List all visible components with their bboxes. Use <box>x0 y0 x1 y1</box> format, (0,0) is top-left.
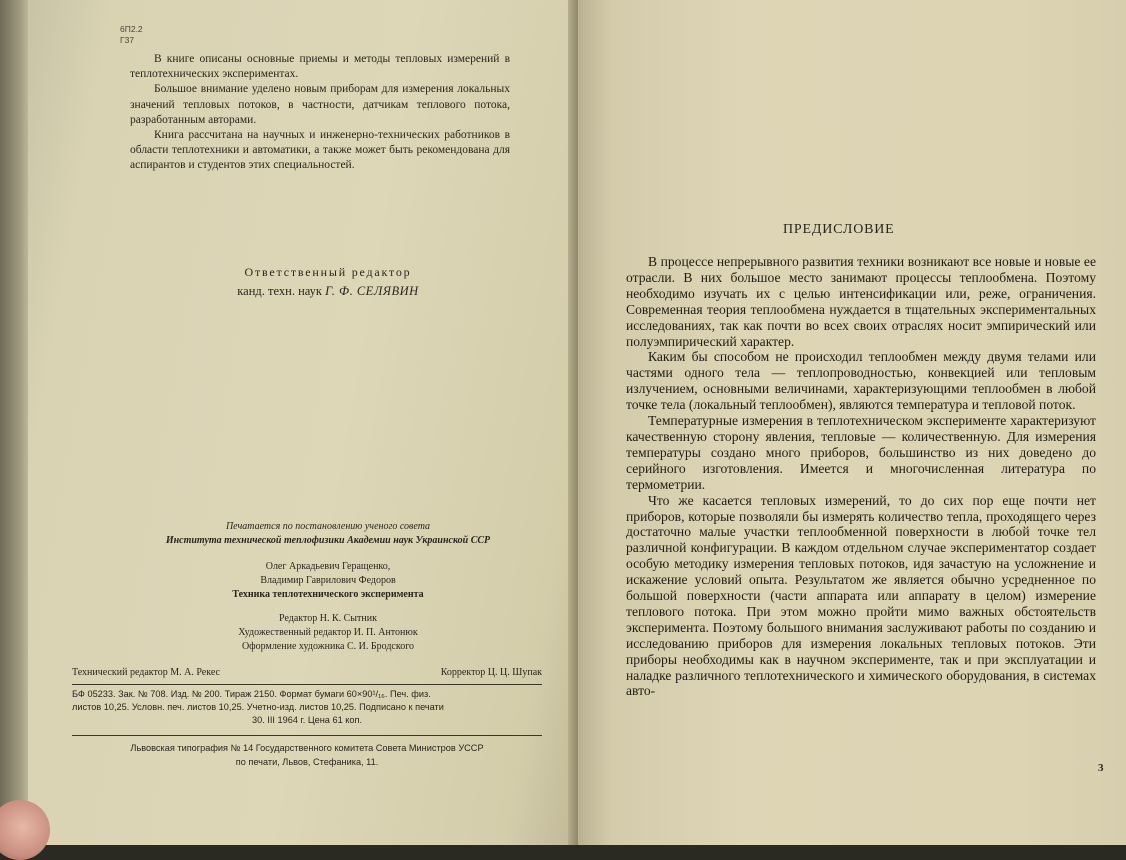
preface-title: ПРЕДИСЛОВИЕ <box>783 222 895 237</box>
preface-paragraph: Каким бы способом не происходил теплообмен между двумя телами или частями одного тела — теплопроводностью, конвекцией или тепловым излучением, основными величинами, характеризующими теплообмен в любой точке тела (локальный теплообмен), являются температура и тепловой поток. <box>626 349 1096 413</box>
tech-editor-line: Технический редактор М. А. Рекес <box>72 667 220 678</box>
book-abstract <box>130 52 510 174</box>
corrector-line: Корректор Ц. Ц. Шупак <box>440 667 542 678</box>
responsible-editor <box>198 265 458 299</box>
udc-code-2: Г37 <box>120 35 135 45</box>
divider <box>72 684 542 685</box>
publication-info <box>68 520 588 654</box>
editor-credit <box>198 284 458 299</box>
editor-credit-line: Редактор Н. К. Сытник <box>279 613 377 624</box>
abstract-paragraph: Книга рассчитана на научных и инженерно-технических работников в области теплотехники и автоматики, а также может быть рекомендована для аспирантов и студентов этих специальностей. <box>130 129 510 172</box>
imprint-block <box>72 688 542 727</box>
printer-line: Львовская типография № 14 Государственного комитета Совета Министров УССР <box>130 743 484 753</box>
editor-degree: канд. техн. наук <box>237 284 322 298</box>
editor-role: Ответственный редактор <box>244 265 412 279</box>
editor-name: Г. Ф. СЕЛЯВИН <box>325 284 419 298</box>
abstract-paragraph: В книге описаны основные приемы и методы тепловых измерений в теплотехнических экспериментах. <box>130 53 510 81</box>
left-page <box>28 0 588 845</box>
author-2: Владимир Гаврилович Федоров <box>260 575 396 586</box>
page-number: 3 <box>1098 762 1104 774</box>
book-title: Техника теплотехнического эксперимента <box>232 589 424 600</box>
tech-editor-row <box>72 667 542 678</box>
art-editor-line: Художественный редактор И. П. Антонюк <box>238 627 418 638</box>
imprint-line: БФ 05233. Зак. № 708. Изд. № 200. Тираж 2150. Формат бумаги 60×90¹/₁₆. Печ. физ. <box>72 689 431 699</box>
udc-code-1: 6П2.2 <box>120 24 143 34</box>
right-page <box>578 0 1126 845</box>
printer-block <box>72 741 542 769</box>
author-1: Олег Аркадьевич Геращенко, <box>265 561 391 572</box>
divider <box>72 735 542 736</box>
classification-code <box>120 24 143 46</box>
design-line: Оформление художника С. И. Бродского <box>241 641 415 652</box>
imprint-line: 30. III 1964 г. Цена 61 коп. <box>251 715 363 725</box>
abstract-paragraph: Большое внимание уделено новым приборам для измерения локальных значений тепловых потоков, в частности, датчикам теплового потока, разработанным авторами. <box>130 83 510 126</box>
preface-paragraph: Что же касается тепловых измерений, то до сих пор еще почти нет приборов, которые позволяли бы измерять количество тепла, проходящего через достаточно малые участки теплообменной поверхности в любой точке тел различной конфигурации. В каждом отдельном случае экспериментатор создает особую методику измерения тепловых потоков, идя зачастую на усложнение и искажение условий опыта. Результатом же является обычно усредненное по большой поверхности (части аппарата или аппарату в целом) измерение теплового потока. При этом можно пройти мимо важных обстоятельств эксперимента. Поэтому большого внимания заслуживают работы по созданию и исследованию приборов для измерения локальных тепловых потоков. Эти приборы необходимы как в научном эксперименте, так и при эксплуатации и наладке различного теплотехнического и химического оборудования, в системах авто- <box>626 492 1096 699</box>
council-decision: Печатается по постановлению ученого совета <box>225 521 431 532</box>
imprint-line: листов 10,25. Условн. печ. листов 10,25. Учетно-изд. листов 10,25. Подписано к печати <box>72 702 444 712</box>
printer-line: по печати, Львов, Стефаника, 11. <box>235 757 379 767</box>
preface-body <box>626 254 1096 699</box>
page-stack-edge <box>0 0 30 845</box>
preface-paragraph: В процессе непрерывного развития техники возникают все новые и новые ее отрасли. В них большое место занимают процессы теплообмена. Поэтому необходимо изучать их с целью интенсификации или, реже, ограничения. Современная теория теплообмена нуждается в тщательных экспериментальных исследованиях, так как почти во всех своих отраслях носит эмпирический или полуэмпирический характер. <box>626 254 1096 349</box>
preface-paragraph: Температурные измерения в теплотехническом эксперименте характеризуют качественную сторону явления, тепловые — количественную. Для измерения температуры создано много приборов, большинство из них доведено до серийного изготовления. Имеется и многочисленная литература по термометрии. <box>626 413 1096 492</box>
institute-name: Института технической теплофизики Академии наук Украинской ССР <box>165 535 491 546</box>
